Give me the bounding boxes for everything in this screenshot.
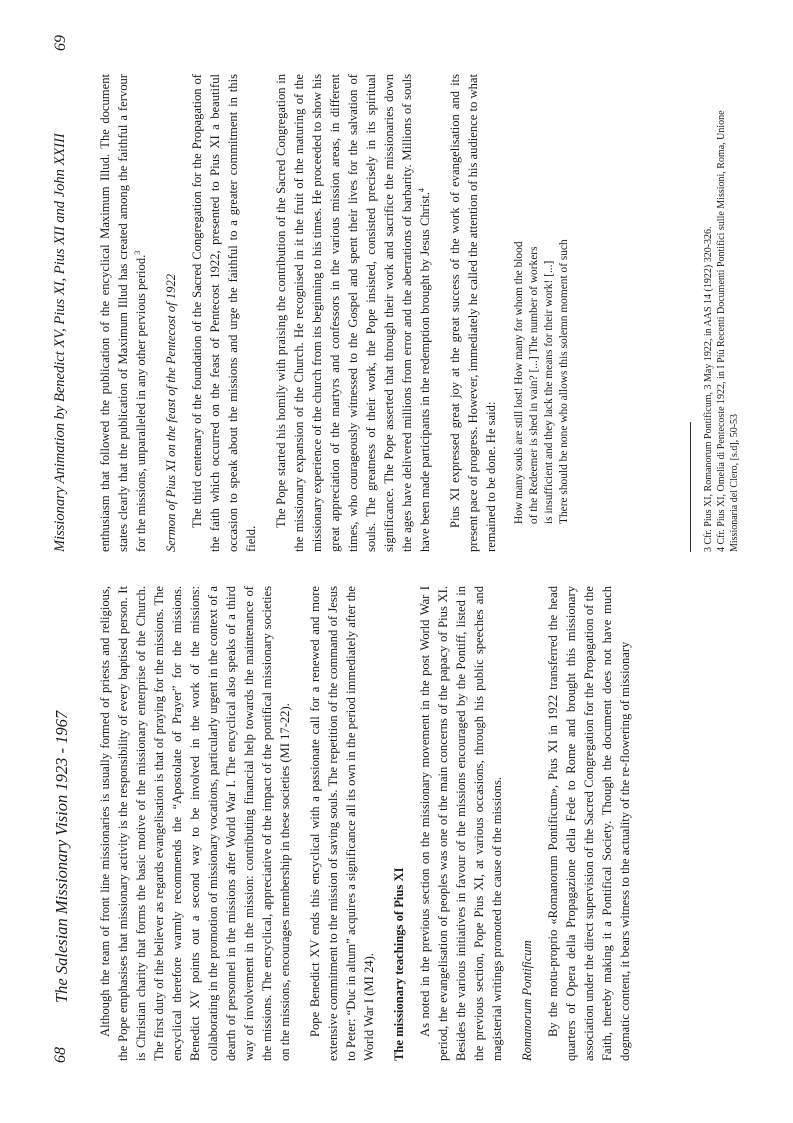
quote-line: There should be none who allows this solemn moment of such (558, 239, 570, 524)
footnote-mark: 3 (132, 250, 142, 255)
section-heading: The missionary teachings of Pius XI (392, 867, 406, 1061)
paragraph: Pius XI expressed great joy at the great success of the work of evangelisation and its present pace of progress. However, immediately he called the attention of his audience to what remained to be done. He said: (448, 74, 498, 552)
left-page (0, 562, 793, 1123)
left-running-head: The Salesian Missionary Vision 1923 - 1967 (52, 710, 71, 1003)
paragraph: enthusiasm that followed the publication of the encyclical Maximum Illud. The document states clearly that the publication of Maximum Illud has created among the faithful a fervour for the missions, unparalleled in any other pervious period.$^3$ (98, 74, 148, 552)
right-page-number: 69 (52, 35, 69, 51)
subheading: Sermon of Pius XI on the feast of the Pentecost of 1922 (164, 273, 178, 552)
footnote: 4 Cfr. Pius XI, Omelia di Pentecoste 1922, in I Più Recenti Documenti Pontifici sulle Missioni, Roma, Unione Missionaria del Clero, [s.d], 50-53 (716, 110, 740, 552)
paragraph: By the motu-proprio «Romanorum Pontificum», Pius XI in 1922 transferred the head quarters of Opera della Propagazione della Fede to Rome and brought this missionary association under the direct supervision of the Sacred Congregation for the Propagation of the Faith, thereby making it a Pontifical Society. Though the document does not have much dogmatic content, it bears witness to the actuality of the re-flowering of missionary (546, 586, 632, 1061)
left-page-number: 68 (52, 1047, 69, 1063)
subheading: Romanorum Pontificum (520, 940, 534, 1061)
paragraph: Although the team of front line missionaries is usually formed of priests and religious, the Pope emphasises that missionary activity is the responsibility of every baptised person. It is Christian charity that forms the basic motive of the missionary enterprise of the Church. The first duty of the believer as regards evangelisation is that of praying for the missions. The encyclical therefore warmly recommends the “Apostolate of Prayer” for the missions. Benedict XV points out a second way to be involved in the work of the missions: collaborating in the promotion of missionary vocations, particularly urgent in the context of a dearth of personnel in the missions after World War I. The encyclical also speaks of a third way of involvement in the mission: contributing financial help towards the maintenance of the missions. The encyclical, appreciative of the impact of the pontifical missionary societies on the missions, encourages membership in these societies (MI 17-22). (98, 586, 292, 1061)
paragraph: Pope Benedict XV ends this encyclical with a passionate call for a renewed and more extensive commitment to the mission of saving souls. The repetition of the command of Jesus to Peter: “Duc in altum” acquires a significance all its own in the period immediately after the World War I (MI 24). (308, 586, 376, 1061)
right-running-head: Missionary Animation by Benedict XV, Pius XI, Pius XII and John XXIII (52, 133, 68, 552)
paragraph: As noted in the previous section on the missionary movement in the post World War I period, the evangelisation of peoples was one of the main concerns of the papacy of Pius XI. Besides the various initiatives in favour of the missions encouraged by the Pontiff, listed in the previous section, Pope Pius XI, at various occasions, through his public speeches and magisterial writings promoted the cause of the missions. (418, 586, 504, 1061)
paragraph: The Pope started his homily with praising the contribution of the Sacred Congregation in the missionary expansion of the Church. He recognised in it the fruit of the maturing of the missionary experience of the church from its beginning to his times. He proceeded to show his great appreciation of the martyrs and confessors in the various mission areas, in different times, who courageously witnessed to the Gospel and spent their lives for the salvation of souls. The greatness of their work, the Pope insisted, consisted precisely in its spiritual significance. The Pope asserted that through their work and sacrifice the missionaries down the ages have delivered millions from error and the aberrations of barbarity. Millions of souls have been made participants in the redemption brought by Jesus Christ.$^4$ (274, 74, 432, 552)
right-text-column (96, 74, 582, 552)
footnote: 3 Cfr. Pius XI, Romanorum Pontificum, 3 May 1922, in AAS 14 (1922) 320-326. (703, 226, 714, 552)
left-text-column (96, 586, 646, 1061)
quote-line: is insufficient and they lack the means for their work! [...] (543, 260, 555, 524)
paragraph: The third centenary of the foundation of the Sacred Congregation for the Propagation of the faith which occurred on the feast of Pentecost 1922, presented to Pius XI a beautiful occasion to speak about the missions and urge the faithful to a greater commitment in this field. (190, 74, 258, 552)
quote-line: of the Redeemer is shed in vain? [...] The number of workers (528, 246, 540, 524)
quote-line: How many souls are still lost! How many for whom the blood (513, 241, 525, 524)
footnote-mark: 4 (416, 188, 426, 193)
footnote-rule (690, 422, 691, 552)
block-quote (512, 74, 572, 524)
footnotes (702, 74, 741, 552)
